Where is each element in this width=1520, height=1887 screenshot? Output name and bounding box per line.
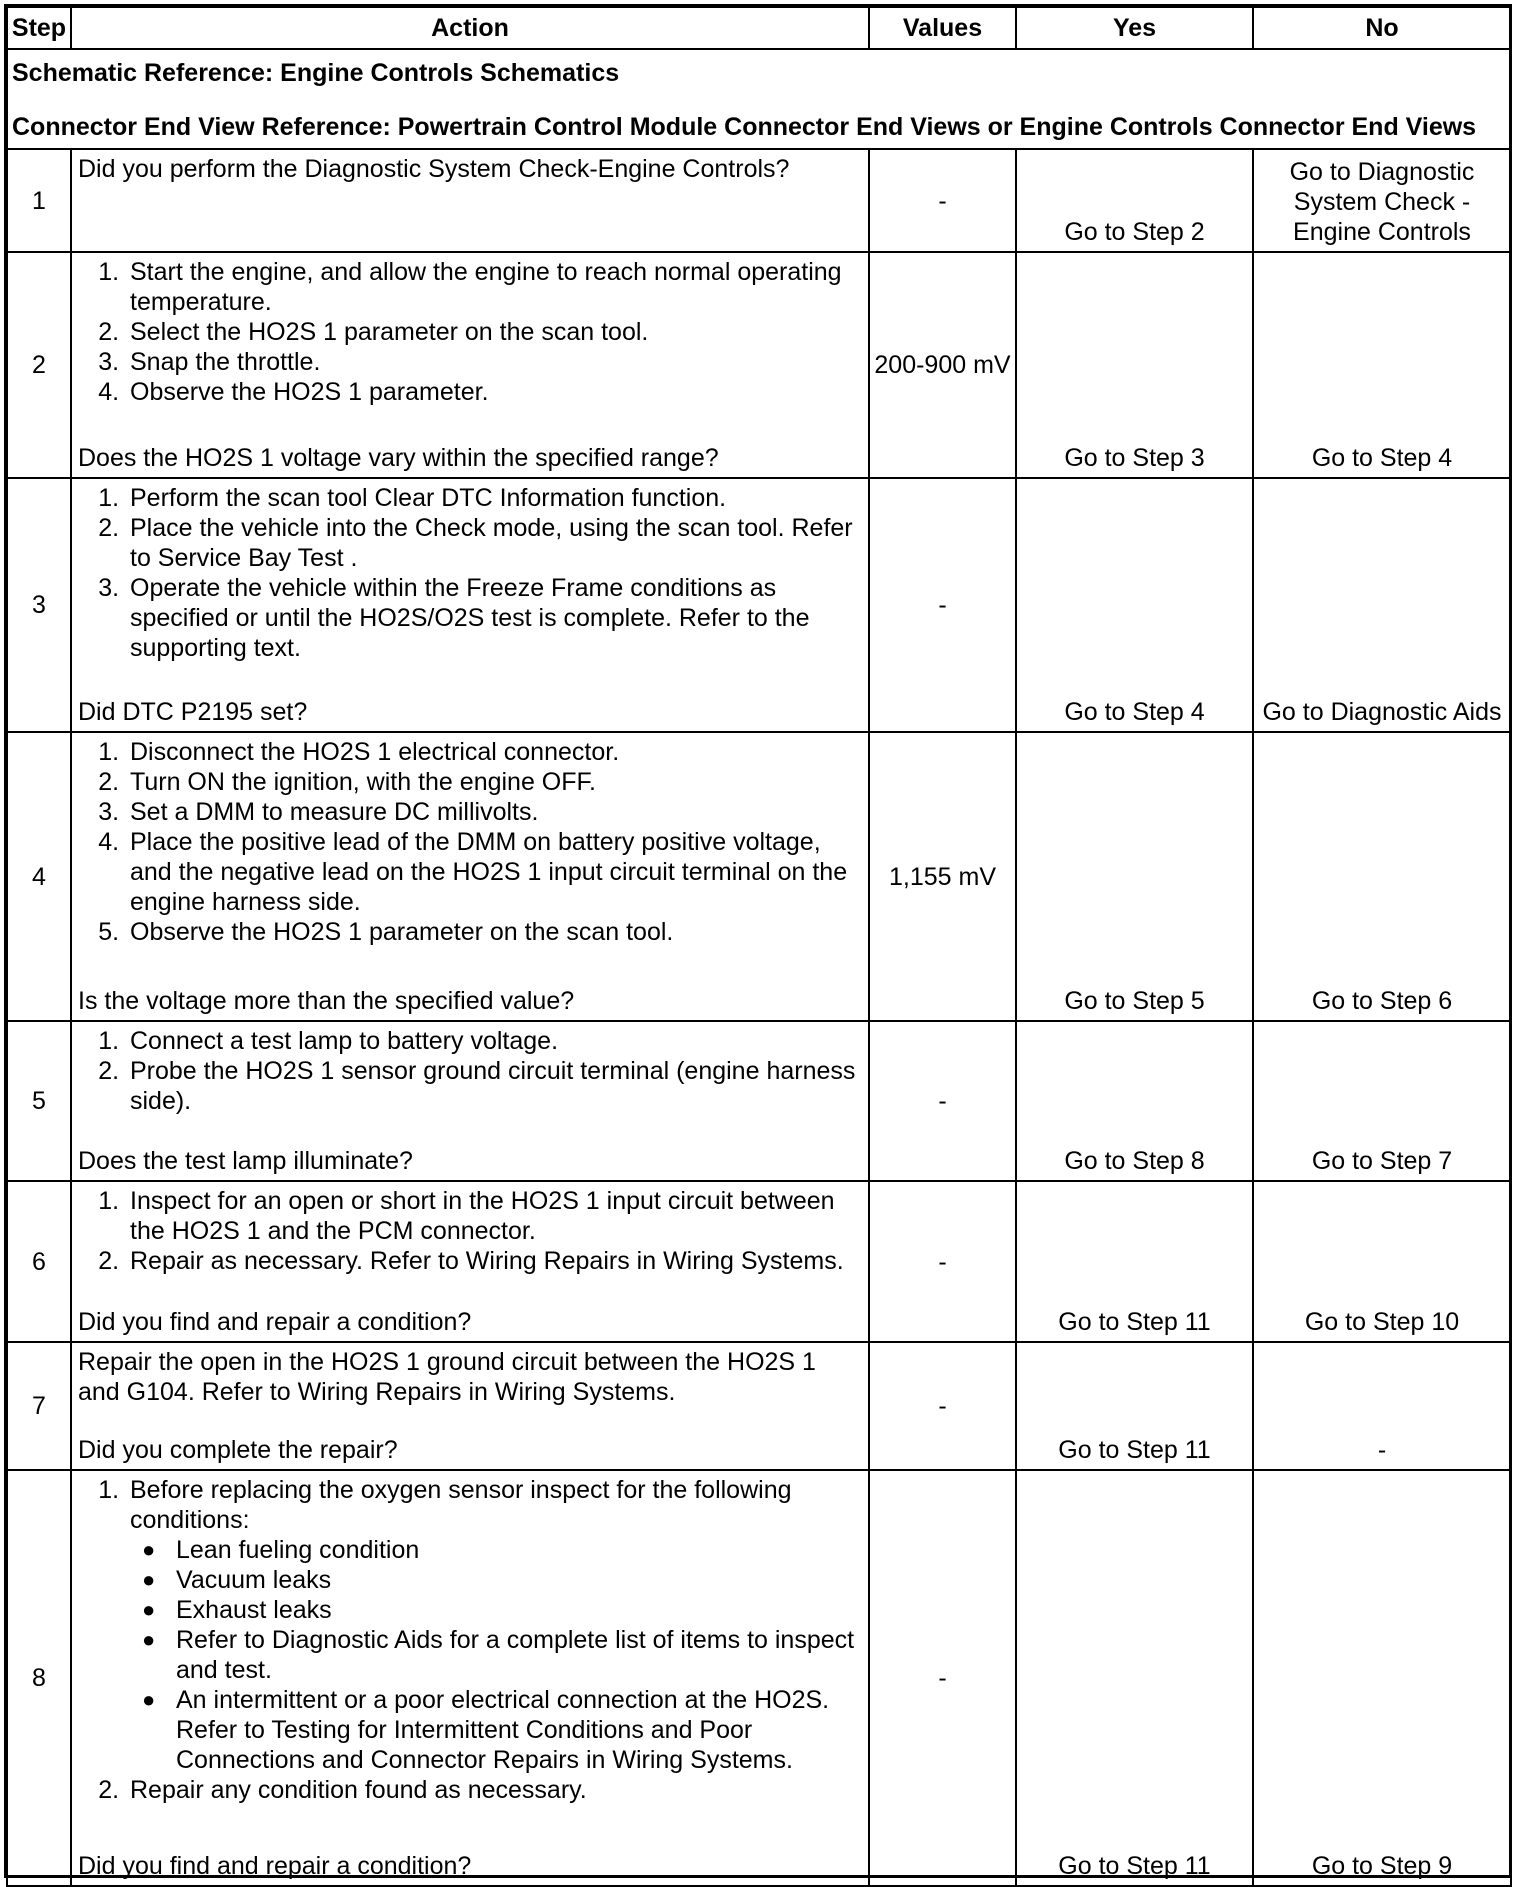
yes-link[interactable]: Go to Step 2 bbox=[1064, 218, 1205, 246]
yes-cell bbox=[1016, 149, 1253, 252]
action-steps bbox=[78, 737, 862, 947]
action-cell bbox=[71, 1181, 869, 1342]
yes-cell bbox=[1016, 1470, 1253, 1886]
yes-cell bbox=[1016, 1181, 1253, 1342]
table-row bbox=[7, 1470, 1511, 1886]
action-steps bbox=[78, 483, 862, 663]
table-row bbox=[7, 732, 1511, 1021]
value-cell: 200-900 mV bbox=[869, 252, 1016, 478]
action-steps bbox=[78, 257, 862, 407]
value-cell: - bbox=[869, 1470, 1016, 1886]
condition-list bbox=[130, 1535, 862, 1775]
action-cell bbox=[71, 1342, 869, 1470]
action-steps bbox=[78, 1475, 862, 1805]
no-link[interactable]: Go to Step 10 bbox=[1304, 1308, 1460, 1336]
schematic-reference: Schematic Reference: Engine Controls Schematics bbox=[12, 59, 620, 87]
header-step: Step bbox=[7, 7, 71, 49]
header-row bbox=[7, 7, 1511, 49]
action-step: 2. Select the HO2S 1 parameter on the scan tool. bbox=[126, 317, 862, 347]
step-number: 7 bbox=[7, 1342, 71, 1470]
action-step: 5. Observe the HO2S 1 parameter on the scan tool. bbox=[126, 917, 862, 947]
no-cell bbox=[1253, 478, 1511, 732]
action-question: Does the HO2S 1 voltage vary within the specified range? bbox=[78, 444, 719, 472]
yes-link[interactable]: Go to Step 11 bbox=[1058, 1308, 1211, 1336]
yes-cell bbox=[1016, 1021, 1253, 1181]
action-step: 2. Turn ON the ignition, with the engine OFF. bbox=[126, 767, 862, 797]
reference-row bbox=[7, 49, 1511, 149]
reference-cell bbox=[7, 49, 1511, 149]
header-yes: Yes bbox=[1016, 7, 1253, 49]
table-row bbox=[7, 149, 1511, 252]
action-steps bbox=[78, 1186, 862, 1276]
value-cell: 1,155 mV bbox=[869, 732, 1016, 1021]
action-cell bbox=[71, 478, 869, 732]
yes-link[interactable]: Go to Step 8 bbox=[1064, 1147, 1205, 1175]
step-number: 5 bbox=[7, 1021, 71, 1181]
action-step: 2. Repair any condition found as necessary. bbox=[126, 1775, 862, 1805]
action-step: 3. Set a DMM to measure DC millivolts. bbox=[126, 797, 862, 827]
step-number: 3 bbox=[7, 478, 71, 732]
no-link[interactable]: Go to Diagnostic Aids bbox=[1262, 698, 1502, 726]
action-step: 2. Repair as necessary. Refer to Wiring Repairs in Wiring Systems. bbox=[126, 1246, 862, 1276]
no-cell bbox=[1253, 1021, 1511, 1181]
action-step: 1. Disconnect the HO2S 1 electrical connector. bbox=[126, 737, 862, 767]
action-step: 4. Observe the HO2S 1 parameter. bbox=[126, 377, 862, 407]
action-cell bbox=[71, 149, 869, 252]
step-number: 4 bbox=[7, 732, 71, 1021]
table-row bbox=[7, 478, 1511, 732]
step-number: 2 bbox=[7, 252, 71, 478]
no-cell bbox=[1253, 149, 1511, 252]
action-step: 4. Place the positive lead of the DMM on battery positive voltage, and the negative lead on the HO2S 1 input circuit terminal on the engine harness side. bbox=[126, 827, 862, 917]
action-step-text: Before replacing the oxygen sensor inspect for the following conditions: bbox=[130, 1476, 792, 1534]
condition-item: ● An intermittent or a poor electrical connection at the HO2S. Refer to Testing for Intermittent Conditions and Poor Connections and Connector Repairs in Wiring Systems. bbox=[170, 1685, 862, 1775]
value-cell: - bbox=[869, 478, 1016, 732]
step-number: 6 bbox=[7, 1181, 71, 1342]
step-number: 8 bbox=[7, 1470, 71, 1886]
action-cell bbox=[71, 732, 869, 1021]
action-step: 1. Connect a test lamp to battery voltage. bbox=[126, 1026, 862, 1056]
yes-cell bbox=[1016, 252, 1253, 478]
table-row bbox=[7, 1181, 1511, 1342]
no-cell bbox=[1253, 252, 1511, 478]
action-text: Did you perform the Diagnostic System Check-Engine Controls? bbox=[78, 155, 790, 183]
action-cell bbox=[71, 252, 869, 478]
no-link[interactable]: Go to Diagnostic System Check - Engine Controls bbox=[1289, 158, 1475, 246]
no-link[interactable]: Go to Step 9 bbox=[1311, 1852, 1453, 1880]
value-cell: - bbox=[869, 1342, 1016, 1470]
action-step: 1. Perform the scan tool Clear DTC Information function. bbox=[126, 483, 862, 513]
action-question: Did DTC P2195 set? bbox=[78, 698, 308, 726]
yes-link[interactable]: Go to Step 11 bbox=[1058, 1852, 1211, 1880]
yes-cell bbox=[1016, 478, 1253, 732]
value-cell: - bbox=[869, 149, 1016, 252]
connector-reference: Connector End View Reference: Powertrain Control Module Connector End Views or Engine Controls Connector End Views bbox=[12, 113, 1477, 141]
action-step: 1. Inspect for an open or short in the HO2S 1 input circuit between the HO2S 1 and the PCM connector. bbox=[126, 1186, 862, 1246]
value-cell: - bbox=[869, 1181, 1016, 1342]
no-link[interactable]: Go to Step 7 bbox=[1311, 1147, 1453, 1175]
yes-cell bbox=[1016, 1342, 1253, 1470]
step-number: 1 bbox=[7, 149, 71, 252]
action-cell bbox=[71, 1470, 869, 1886]
table-row bbox=[7, 1342, 1511, 1470]
action-step: 3. Snap the throttle. bbox=[126, 347, 862, 377]
table-row bbox=[7, 252, 1511, 478]
action-steps bbox=[78, 1026, 862, 1116]
no-cell bbox=[1253, 732, 1511, 1021]
action-question: Did you find and repair a condition? bbox=[78, 1308, 472, 1336]
action-step bbox=[126, 1475, 862, 1775]
yes-link[interactable]: Go to Step 3 bbox=[1064, 444, 1205, 472]
action-text: Repair the open in the HO2S 1 ground circuit between the HO2S 1 and G104. Refer to Wiring Repairs in Wiring Systems. bbox=[78, 1348, 816, 1406]
diagnostic-table bbox=[6, 6, 1512, 1887]
value-cell: - bbox=[869, 1021, 1016, 1181]
header-action: Action bbox=[71, 7, 869, 49]
no-link[interactable]: Go to Step 6 bbox=[1311, 987, 1453, 1015]
action-question: Is the voltage more than the specified value? bbox=[78, 987, 575, 1015]
action-question: Did you find and repair a condition? bbox=[78, 1852, 472, 1880]
action-question: Does the test lamp illuminate? bbox=[78, 1147, 413, 1175]
yes-link[interactable]: Go to Step 11 bbox=[1058, 1436, 1211, 1464]
action-step: 1. Start the engine, and allow the engine to reach normal operating temperature. bbox=[126, 257, 862, 317]
action-step: 2. Probe the HO2S 1 sensor ground circuit terminal (engine harness side). bbox=[126, 1056, 862, 1116]
action-question: Did you complete the repair? bbox=[78, 1436, 398, 1464]
table-row bbox=[7, 1021, 1511, 1181]
yes-cell bbox=[1016, 732, 1253, 1021]
condition-item: ● Refer to Diagnostic Aids for a complete list of items to inspect and test. bbox=[170, 1625, 862, 1685]
condition-item: ● Lean fueling condition bbox=[170, 1535, 862, 1565]
no-link[interactable]: Go to Step 4 bbox=[1311, 444, 1453, 472]
header-values: Values bbox=[869, 7, 1016, 49]
action-cell bbox=[71, 1021, 869, 1181]
action-step: 3. Operate the vehicle within the Freeze Frame conditions as specified or until the HO2S/O2S test is complete. Refer to the supporting text. bbox=[126, 573, 862, 663]
no-link: - bbox=[1377, 1436, 1387, 1464]
header-no: No bbox=[1253, 7, 1511, 49]
diagnostic-document bbox=[6, 6, 1510, 1878]
no-cell bbox=[1253, 1342, 1511, 1470]
no-cell bbox=[1253, 1470, 1511, 1886]
condition-item: ● Vacuum leaks bbox=[170, 1565, 862, 1595]
action-step: 2. Place the vehicle into the Check mode, using the scan tool. Refer to Service Bay Test . bbox=[126, 513, 862, 573]
condition-item: ● Exhaust leaks bbox=[170, 1595, 862, 1625]
yes-link[interactable]: Go to Step 4 bbox=[1064, 698, 1205, 726]
yes-link[interactable]: Go to Step 5 bbox=[1064, 987, 1205, 1015]
no-cell bbox=[1253, 1181, 1511, 1342]
